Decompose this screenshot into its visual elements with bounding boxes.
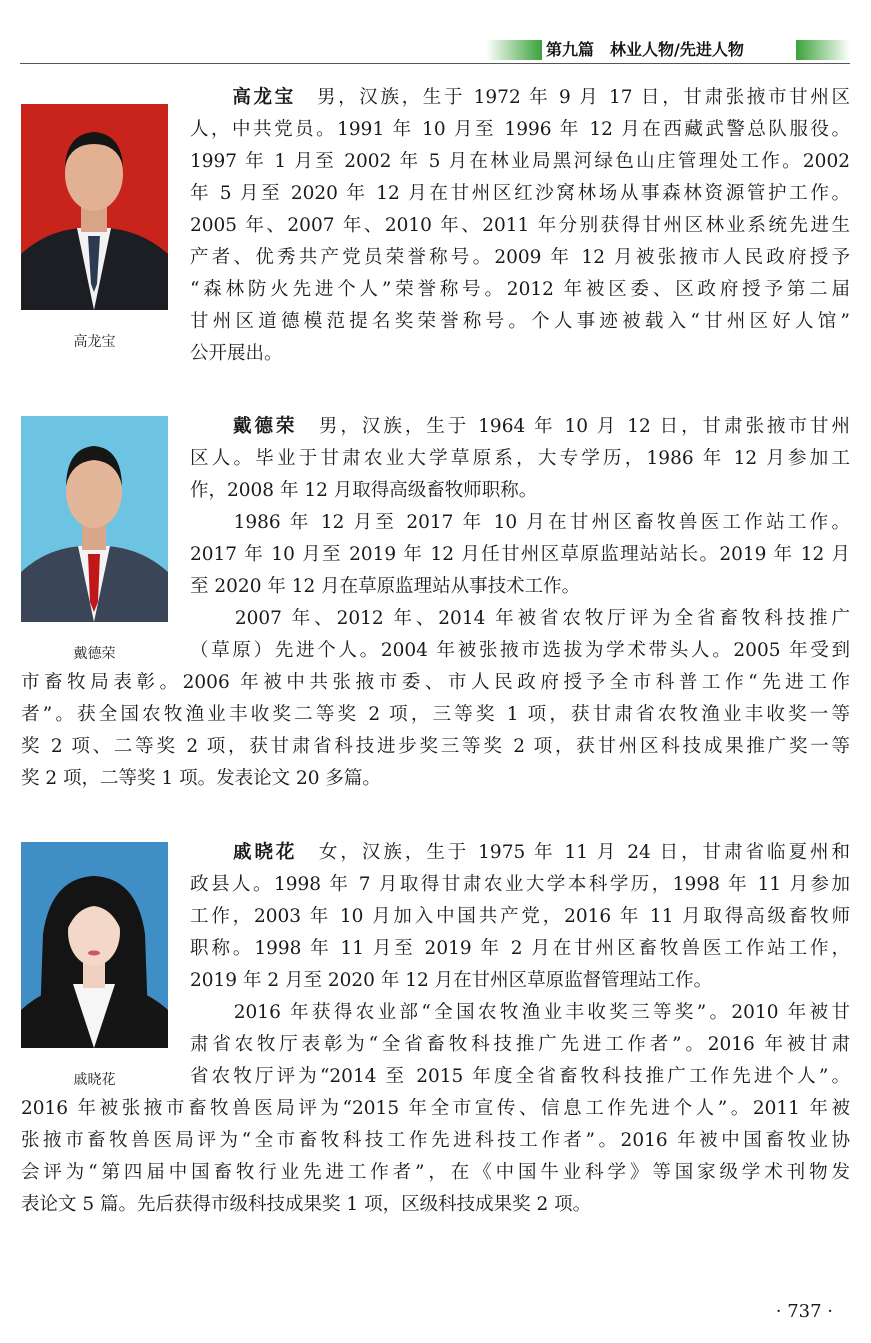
bio-text: 男，汉族，生于 1964 年 10 月 12 日，甘肃张掖市甘州 — [318, 416, 850, 437]
bio-line: 2016 年被张掖市畜牧兽医局评为“2015 年全市宣传、信息工作先进个人”。2011 年被 — [21, 1098, 850, 1119]
bio-line: 张掖市畜牧兽医局评为“全市畜牧科技工作先进科技工作者”。2016 年被中国畜牧业协 — [21, 1130, 850, 1151]
header-green-bar-left — [486, 40, 542, 60]
bio-text: 2016 年获得农业部“全国农牧渔业丰收奖三等奖”。2010 年被甘 — [233, 1002, 850, 1023]
bio-line: 省农牧厅评为“2014 至 2015 年度全省畜牧科技推广工作先进个人”。 — [190, 1066, 850, 1087]
header-rule — [20, 63, 850, 64]
bio-line: 作，2008 年 12 月取得高级畜牧师职称。 — [190, 480, 538, 501]
bio-line: 工作，2003 年 10 月加入中国共产党，2016 年 11 月取得高级畜牧师 — [190, 906, 850, 927]
bio-line: 奖 2 项，二等奖 1 项。发表论文 20 多篇。 — [21, 768, 381, 789]
bio-3-first-line — [190, 837, 850, 869]
bio-line: 肃省农牧厅表彰为“全省畜牧科技推广先进工作者”。2016 年被甘肃 — [190, 1034, 850, 1055]
person-name-1: 高龙宝 — [232, 87, 296, 108]
photo-caption-3: 戚晓花 — [73, 1072, 116, 1088]
bio-text: 1986 年 12 月至 2017 年 10 月在甘州区畜牧兽医工作站工作。 — [233, 512, 850, 533]
running-header — [486, 40, 850, 60]
bio-text: 2007 年、2012 年、2014 年被省农牧厅评为全省畜牧科技推广 — [234, 608, 850, 629]
bio-line: 甘州区道德模范提名奖荣誉称号。个人事迹被载入“甘州区好人馆” — [190, 311, 850, 332]
bio-line: 2017 年 10 月至 2019 年 12 月任甘州区草原监理站站长。2019 年 12 月 — [190, 544, 850, 565]
photo-caption-1: 高龙宝 — [73, 334, 116, 350]
bio-1-first-line — [190, 82, 850, 114]
bio-line: 2019 年 2 月至 2020 年 12 月在甘州区草原监督管理站工作。 — [190, 970, 713, 991]
bio-line: 2005 年、2007 年、2010 年、2011 年分别获得甘州区林业系统先进生 — [190, 215, 850, 236]
bio-2-first-line — [190, 411, 850, 443]
bio-line — [190, 507, 850, 539]
photo-caption-2: 戴德荣 — [73, 646, 116, 662]
bio-text: 女，汉族，生于 1975 年 11 月 24 日，甘肃省临夏州和 — [318, 842, 850, 863]
portrait-photo-1 — [21, 104, 168, 310]
person-name-2: 戴德荣 — [232, 416, 298, 437]
header-green-bar-right — [796, 40, 850, 60]
bio-line: 会评为“第四届中国畜牧行业先进工作者”，在《中国牛业科学》等国家级学术刊物发 — [21, 1162, 850, 1183]
bio-line: 市畜牧局表彰。2006 年被中共张掖市委、市人民政府授予全市科普工作“先进工作 — [21, 672, 850, 693]
bio-line: 至 2020 年 12 月在草原监理站从事技术工作。 — [190, 576, 581, 597]
bio-text: 男，汉族，生于 1972 年 9 月 17 日，甘肃张掖市甘州区 — [316, 87, 850, 108]
bio-line: 1997 年 1 月至 2002 年 5 月在林业局黑河绿色山庄管理处工作。2002 — [190, 151, 850, 172]
bio-line: 区人。毕业于甘肃农业大学草原系，大专学历，1986 年 12 月参加工 — [190, 448, 850, 469]
bio-line: 者”。获全国农牧渔业丰收奖二等奖 2 项，三等奖 1 项，获甘肃省农牧渔业丰收奖一等 — [21, 704, 850, 725]
header-title: 第九篇 林业人物/先进人物 — [546, 40, 744, 59]
bio-line — [190, 997, 850, 1029]
bio-line: （草原）先进个人。2004 年被张掖市选拔为学术带头人。2005 年受到 — [190, 640, 850, 661]
page-number: · 737 · — [775, 1301, 833, 1322]
bio-line: 公开展出。 — [190, 343, 283, 364]
bio-line: 奖 2 项、二等奖 2 项，获甘肃省科技进步奖三等奖 2 项，获甘州区科技成果推广奖一等 — [21, 736, 850, 757]
bio-line — [190, 603, 850, 635]
portrait-photo-3 — [21, 842, 168, 1048]
bio-line: “森林防火先进个人”荣誉称号。2012 年被区委、区政府授予第二届 — [190, 279, 850, 300]
bio-line: 职称。1998 年 11 月至 2019 年 2 月在甘州区畜牧兽医工作站工作， — [190, 938, 850, 959]
portrait-photo-2 — [21, 416, 168, 622]
bio-line: 表论文 5 篇。先后获得市级科技成果奖 1 项，区级科技成果奖 2 项。 — [21, 1194, 592, 1215]
bio-line: 政县人。1998 年 7 月取得甘肃农业大学本科学历，1998 年 11 月参加 — [190, 874, 850, 895]
bio-line: 人，中共党员。1991 年 10 月至 1996 年 12 月在西藏武警总队服役。 — [190, 119, 850, 140]
person-name-3: 戚晓花 — [232, 842, 298, 863]
bio-line: 年 5 月至 2020 年 12 月在甘州区红沙窝林场从事森林资源管护工作。 — [190, 183, 850, 204]
bio-line: 产者、优秀共产党员荣誉称号。2009 年 12 月被张掖市人民政府授予 — [190, 247, 850, 268]
